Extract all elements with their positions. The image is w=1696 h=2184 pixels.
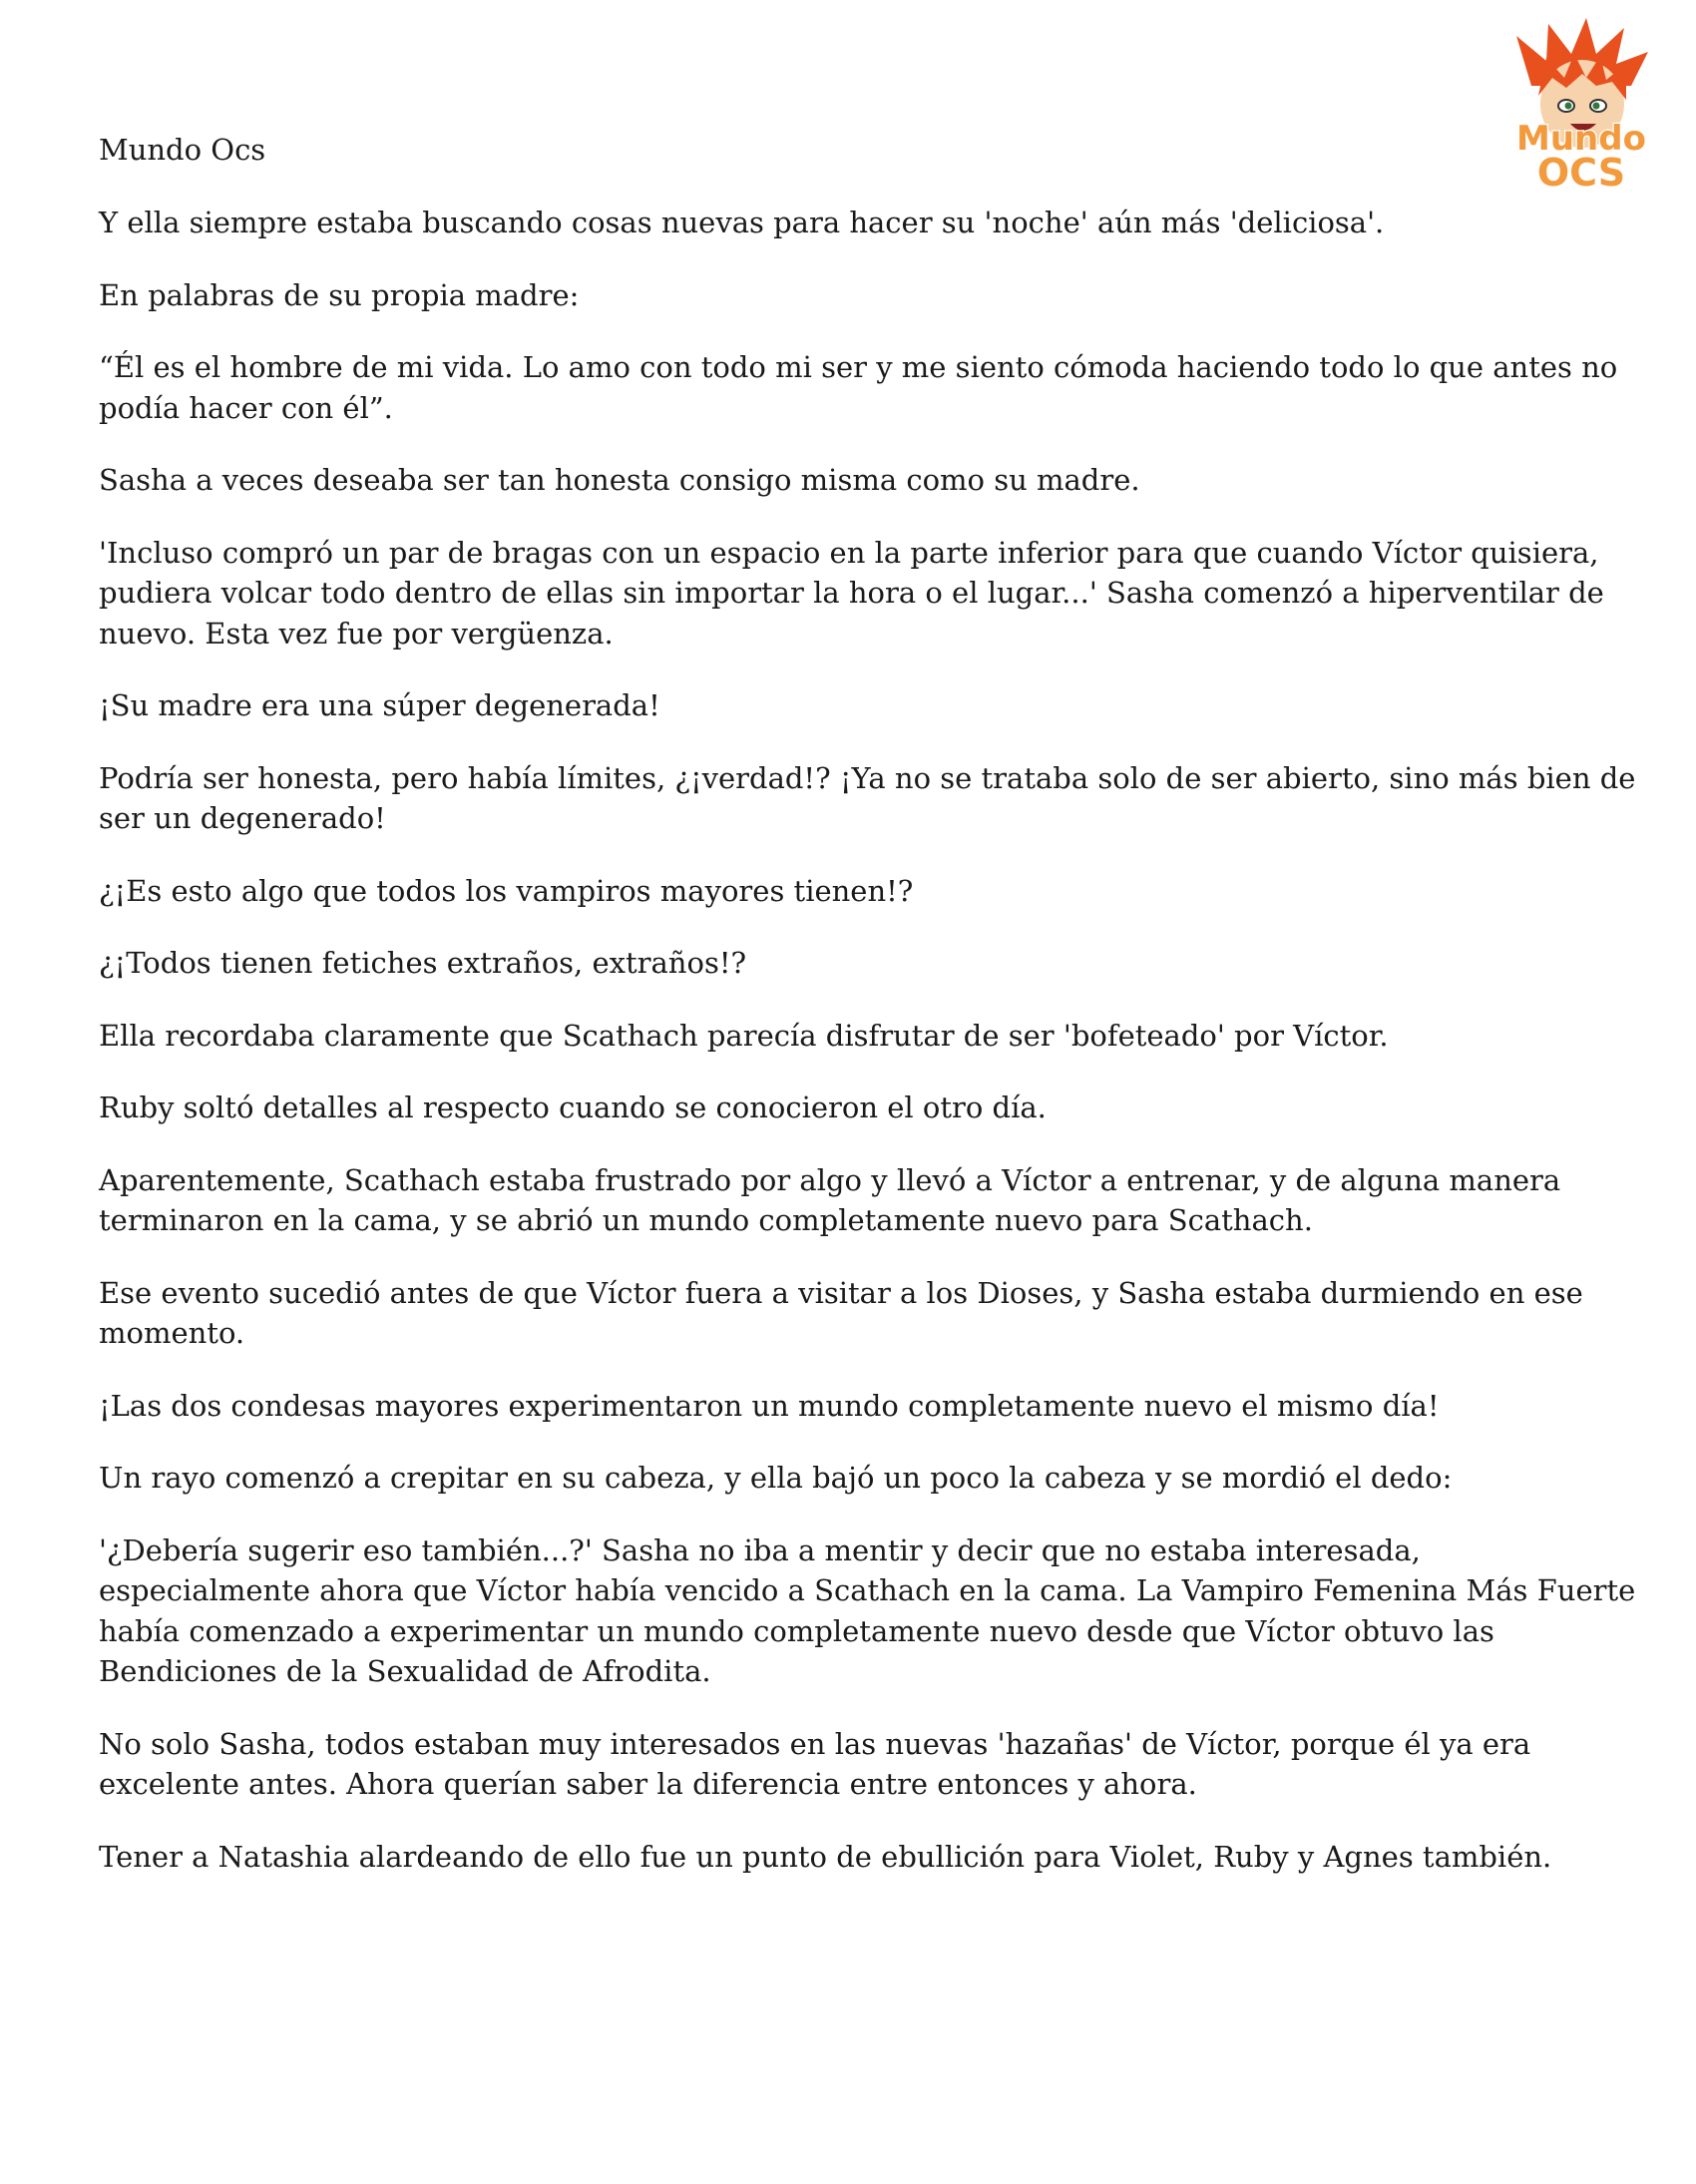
paragraph: Aparentemente, Scathach estaba frustrado por algo y llevó a Víctor a entrenar, y de alguna manera terminaron en la cama, y se abrió un mundo completamente nuevo para Scathach. bbox=[99, 1162, 1561, 1237]
logo-text-mundo: Mundo bbox=[1516, 119, 1646, 159]
paragraph: Ruby soltó detalles al respecto cuando se conocieron el otro día. bbox=[99, 1091, 1047, 1124]
paragraph: ¡Las dos condesas mayores experimentaron un mundo completamente nuevo el mismo día! bbox=[99, 1388, 1440, 1423]
logo-graphic bbox=[1486, 16, 1676, 194]
paragraph: ¿¡Todos tienen fetiches extraños, extraños!? bbox=[99, 946, 747, 980]
logo-left-pupil bbox=[1565, 103, 1572, 110]
paragraph: 'Incluso compró un par de bragas con un espacio en la parte inferior para que cuando Víctor quisiera, pudiera volcar todo dentro de ellas sin importar la hora o el lugar...' Sasha comenzó a hiperventilar de nuevo. Esta vez fue por vergüenza. bbox=[99, 535, 1604, 651]
logo-right-pupil bbox=[1593, 103, 1600, 110]
paragraph: Ella recordaba claramente que Scathach parecía disfrutar de ser 'bofeteado' por Víctor. bbox=[99, 1018, 1389, 1053]
paragraph: No solo Sasha, todos estaban muy interesados en las nuevas 'hazañas' de Víctor, porque él ya era excelente antes. Ahora querían saber la diferencia entre entonces y ahora. bbox=[99, 1726, 1531, 1801]
paragraph: “Él es el hombre de mi vida. Lo amo con todo mi ser y me siento cómoda haciendo todo lo que antes no podía hacer con él”. bbox=[99, 350, 1618, 425]
paragraph: Tener a Natashia alardeando de ello fue un punto de ebullición para Violet, Ruby y Agnes también. bbox=[99, 1839, 1552, 1874]
paragraph: En palabras de su propia madre: bbox=[99, 277, 580, 312]
document-body bbox=[99, 203, 1640, 1909]
paragraph: ¿¡Es esto algo que todos los vampiros mayores tienen!? bbox=[99, 873, 914, 908]
paragraph: ¡Su madre era una súper degenerada! bbox=[99, 688, 660, 722]
paragraph: Sasha a veces deseaba ser tan honesta consigo misma como su madre. bbox=[99, 463, 1140, 497]
paragraph: Y ella siempre estaba buscando cosas nuevas para hacer su 'noche' aún más 'deliciosa'. bbox=[99, 206, 1385, 239]
paragraph: Ese evento sucedió antes de que Víctor fuera a visitar a los Dioses, y Sasha estaba durmiendo en ese momento. bbox=[99, 1275, 1583, 1350]
mundo-ocs-logo bbox=[1486, 16, 1676, 194]
paragraph: Podría ser honesta, pero había límites, ¿¡verdad!? ¡Ya no se trataba solo de ser abierto, sino más bien de ser un degenerado! bbox=[99, 760, 1636, 835]
paragraph: '¿Debería sugerir eso también...?' Sasha no iba a mentir y decir que no estaba interesada, especialmente ahora que Víctor había vencido a Scathach en la cama. La Vampiro Femenina Más Fuerte había comenzado a experimentar un mundo completamente nuevo desde que Víctor obtuvo las Bendiciones de la Sexualidad de Afrodita. bbox=[99, 1532, 1636, 1688]
page-title: Mundo Ocs bbox=[99, 133, 266, 167]
paragraph: Un rayo comenzó a crepitar en su cabeza, y ella bajó un poco la cabeza y se mordió el dedo: bbox=[99, 1461, 1453, 1495]
logo-text-ocs: OCS bbox=[1536, 151, 1626, 194]
